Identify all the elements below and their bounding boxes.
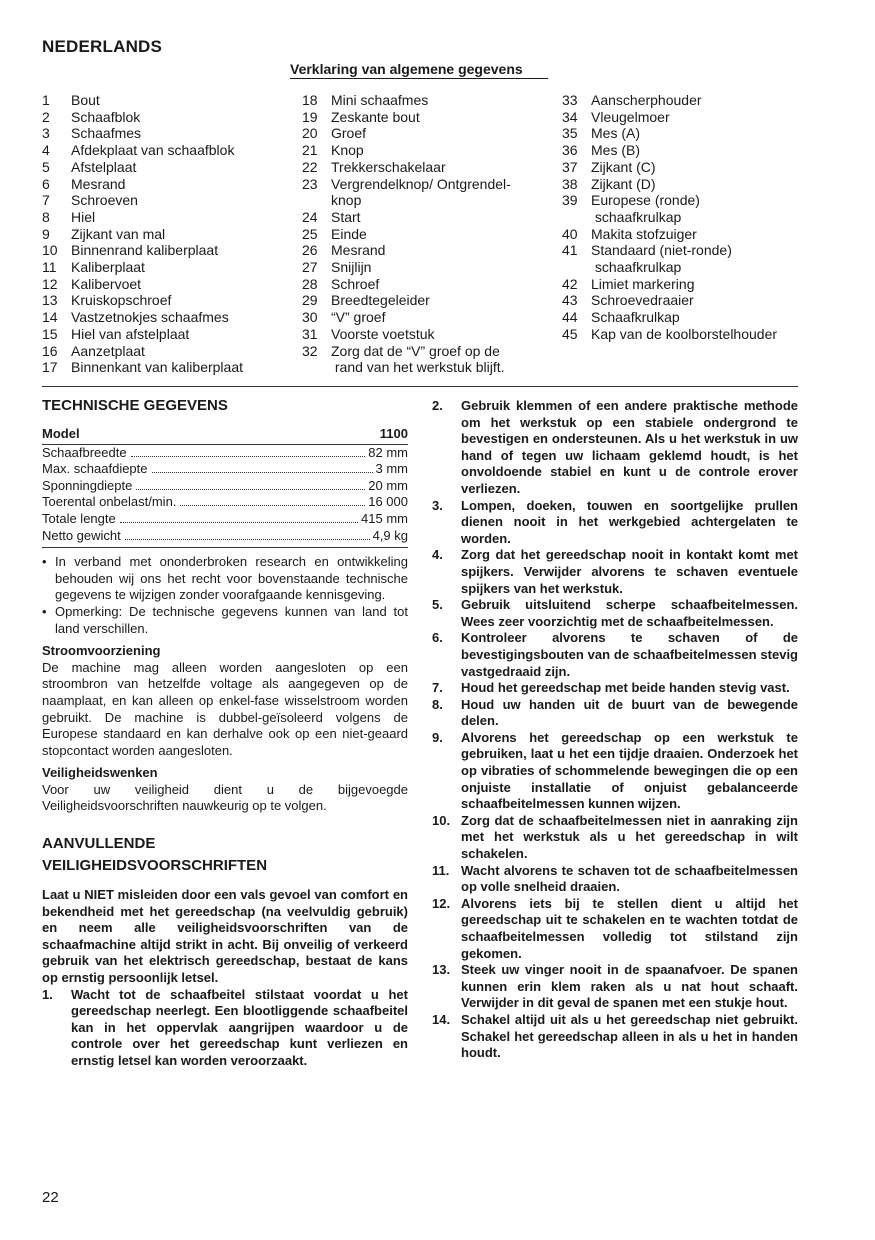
legend-item — [42, 209, 243, 226]
legend-item-number: 21 — [302, 142, 318, 159]
safety-item-text: Wacht alvorens te schaven tot de schaafbeitelmessen op volle snelheid draaien. — [461, 862, 798, 895]
legend-item-label: Kaliberplaat — [71, 259, 145, 276]
legend-item-label: Vergrendelknop/ Ontgrendel- — [331, 175, 511, 192]
legend-item-number: 36 — [562, 142, 578, 159]
spec-label: Max. schaafdiepte — [42, 461, 148, 477]
safety-item — [432, 730, 798, 813]
legend-item-label: Europese (ronde) — [591, 192, 700, 209]
legend-item-number: 32 — [302, 342, 318, 359]
legend-item — [42, 125, 243, 142]
safety-item — [432, 547, 798, 597]
legend-item-label: Aanzetplaat — [71, 342, 145, 359]
legend-item-label: Zorg dat de “V” groef op de — [331, 342, 500, 359]
safety-item — [432, 398, 798, 498]
safety-item-text: Gebruik klemmen of een andere praktische methode om het werkstuk op een stabiele ondergrond te bevestigen en ondersteunen. Als u het werkstuk in uw hand of tegen uw lichaam geklemd houdt, is het onvoldoende stabiel en kunt u de controle erover verliezen. — [461, 398, 798, 496]
spec-leader-dots — [131, 456, 366, 457]
language-heading: NEDERLANDS — [42, 37, 163, 56]
legend-item-label: Makita stofzuiger — [591, 225, 697, 242]
legend-item-label: Schroeven — [71, 192, 138, 209]
legend-item — [562, 309, 777, 326]
extra-safety-title — [42, 833, 408, 877]
spec-leader-dots — [152, 472, 373, 473]
spec-footer-rule — [42, 547, 408, 548]
legend-item — [562, 109, 777, 126]
legend-item-number: 16 — [42, 342, 58, 359]
safety-item-number: 12. — [432, 895, 451, 911]
legend-item — [302, 209, 511, 226]
legend-item-number: 7 — [42, 192, 50, 209]
safety-item-text: Lompen, doeken, touwen en soortgelijke prullen dienen nooit in het werkgebied achtergelaten te worden. — [461, 497, 798, 546]
legend-item-label: Schroevedraaier — [591, 292, 694, 309]
legend-item-label: Kap van de koolborstelhouder — [591, 325, 778, 342]
safety-item-text: Houd uw handen uit de buurt van de bewegende delen. — [461, 696, 798, 729]
legend-item — [302, 276, 511, 293]
legend-item-number — [562, 259, 591, 276]
legend-item-label: Afstelplaat — [71, 158, 137, 175]
legend-item — [302, 359, 511, 376]
legend-item-label: rand van het werkstuk blijft. — [331, 359, 505, 376]
spec-value: 16 000 — [368, 494, 408, 510]
spec-model-row — [42, 426, 408, 443]
legend-item — [562, 92, 777, 109]
spec-label: Netto gewicht — [42, 527, 121, 543]
legend-item — [42, 309, 243, 326]
legend-item-label: Kruiskopschroef — [71, 292, 172, 309]
spec-row — [42, 494, 408, 511]
legend-item-label: Bout — [71, 92, 100, 108]
safety-item-number: 7. — [432, 680, 443, 696]
safety-item-text: Zorg dat het gereedschap nooit in kontakt komt met spijkers. Verwijder alvorens te schaven eventuele spijkers van het werkstuk. — [461, 547, 798, 596]
legend-item-number: 40 — [562, 225, 578, 242]
legend-item-number: 33 — [562, 92, 578, 108]
legend-item-number: 31 — [302, 325, 318, 342]
spec-row — [42, 511, 408, 528]
legend-item-label: Knop — [331, 142, 364, 159]
legend-item-label: Vastzetnokjes schaafmes — [71, 309, 229, 326]
legend-item-label: Binnenrand kaliberplaat — [71, 242, 219, 259]
safety-item — [432, 962, 798, 1012]
legend-item-number: 8 — [42, 208, 50, 225]
legend-item-label: knop — [331, 192, 362, 209]
left-column — [42, 396, 408, 1070]
legend-item-label: Schroef — [331, 275, 380, 292]
legend-item-label: schaafkrulkap — [591, 259, 682, 276]
safety-item — [42, 987, 408, 1070]
legend-item-number: 29 — [302, 292, 318, 309]
spec-row — [42, 528, 408, 545]
spec-label: Totale lengte — [42, 510, 116, 526]
legend-item — [42, 109, 243, 126]
right-column — [432, 398, 798, 1062]
legend-item-label: Start — [331, 208, 361, 225]
legend-item-number: 11 — [42, 259, 57, 276]
legend-item-label: Groef — [331, 125, 367, 142]
legend-item-label: Snijlijn — [331, 259, 372, 276]
legend-item — [562, 292, 777, 309]
spec-leader-dots — [125, 539, 370, 540]
safety-item — [432, 498, 798, 548]
legend-item-number: 18 — [302, 92, 318, 108]
legend-item — [562, 226, 777, 243]
legend-item-number: 24 — [302, 208, 318, 225]
legend-item-label: Breedtegeleider — [331, 292, 430, 309]
legend-item — [302, 176, 511, 193]
legend-item — [42, 192, 243, 209]
legend-item-number: 27 — [302, 259, 318, 276]
safety-list-right — [432, 398, 798, 1062]
legend-item-number: 34 — [562, 108, 578, 125]
legend-item-number: 3 — [42, 125, 50, 142]
legend-item-number: 2 — [42, 108, 50, 125]
safety-item-number: 8. — [432, 696, 443, 712]
safety-item-number: 10. — [432, 812, 451, 828]
bullet-mark: • — [42, 554, 47, 570]
page-number: 22 — [42, 1189, 59, 1206]
legend-item — [562, 176, 777, 193]
spec-notes — [42, 554, 408, 637]
spec-label: Toerental onbelast/min. — [42, 494, 177, 510]
legend-item-number: 10 — [42, 242, 58, 259]
extra-safety-intro: Laat u NIET misleiden door een vals gevoel van comfort en bekendheid met het gereedschap (na veelvuldig gebruik) en neem alle veiligheidsvoorschriften van de schaafmachine altijd strikt in acht. Bij onveilig of verkeerd gebruik van het elektrisch gereedschap, bestaat de kans op ernstig persoonlijk letsel. — [42, 887, 408, 986]
safety-item — [432, 863, 798, 896]
legend-item-number: 1 — [42, 92, 50, 108]
spec-row — [42, 445, 408, 462]
spec-row — [42, 478, 408, 495]
safety-item-text: Schakel altijd uit als u het gereedschap niet gebruikt. Schakel het gereedschap alleen in als u het in handen houdt. — [461, 1011, 798, 1061]
section-divider — [42, 386, 798, 387]
power-text: De machine mag alleen worden aangesloten op een stroombron van hetzelfde voltage als aangegeven op de naamplaat, en kan alleen op enkel-fase wisselstroom worden gebruikt. De machine is dubbel-geïsoleerd volgens de Europese standaard en kan derhalve ook op een niet-geaard stopcontact worden aangesloten. — [42, 659, 408, 758]
legend-column-1 — [42, 92, 243, 376]
legend-item-label: Mini schaafmes — [331, 92, 429, 108]
legend-item-number: 14 — [42, 309, 58, 326]
safety-item-number: 13. — [432, 962, 451, 978]
safety-item-number: 11. — [432, 862, 450, 878]
legend-item — [42, 343, 243, 360]
power-title: Stroomvoorziening — [42, 643, 161, 659]
legend-item-label: Aanscherphouder — [591, 92, 702, 108]
legend-item-label: Zeskante bout — [331, 108, 420, 125]
legend-column-3 — [562, 92, 777, 343]
spec-value: 4,9 kg — [372, 527, 408, 543]
legend-item-number: 37 — [562, 158, 578, 175]
legend-item-number: 5 — [42, 158, 50, 175]
legend-item — [562, 159, 777, 176]
safety-item-text: Alvorens het gereedschap op een werkstuk te gebruiken, laat u het een tijdje draaien. Onderzoek het op vibraties of schommelende bewegingen die op een onjuiste installatie of onjuist gebalanceerde schaafbeitelmessen kunnen wijzen. — [461, 729, 798, 812]
legend-item-label: Schaafmes — [71, 125, 142, 142]
safety-item-text: Wacht tot de schaafbeitel stilstaat voordat u het gereedschap neerlegt. Een blootliggende schaafbeitel kan in het oppervlak aangrijpen waardoor u de controle over het gereedschap kunt verliezen en ernstig letsel kan worden veroorzaakt. — [71, 986, 408, 1068]
legend-item — [302, 192, 511, 209]
spec-model-label: Model — [42, 426, 80, 441]
spec-note — [42, 554, 408, 604]
legend-item-number: 9 — [42, 225, 50, 242]
legend-item-label: Binnenkant van kaliberplaat — [71, 359, 244, 376]
safety-tips-text: Voor uw veiligheid dient u de bijgevoegde Veiligheidsvoorschriften nauwkeurig op te volgen. — [42, 781, 408, 814]
legend-item — [562, 142, 777, 159]
legend-item — [302, 109, 511, 126]
legend-item-number: 25 — [302, 225, 318, 242]
safety-item-number: 1. — [42, 986, 53, 1002]
legend-item-label: Schaafblok — [71, 108, 141, 125]
legend-item-label: Mesrand — [71, 175, 126, 192]
legend-item — [302, 159, 511, 176]
legend-item — [42, 159, 243, 176]
legend-item-label: Afdekplaat van schaafblok — [71, 142, 235, 159]
legend-item-label: Mesrand — [331, 242, 386, 259]
legend-item — [42, 92, 243, 109]
legend-column-2 — [302, 92, 511, 376]
legend-item-label: schaafkrulkap — [591, 208, 682, 225]
legend-item-number — [562, 209, 591, 226]
spec-leader-dots — [136, 489, 365, 490]
spec-note-text: In verband met ononderbroken research en ontwikkeling behouden wij ons het recht voor bovenstaande technische gegevens te wijzigen zonder voorafgaande kennisgeving. — [55, 554, 408, 603]
legend-item — [302, 142, 511, 159]
safety-item — [432, 813, 798, 863]
safety-item — [432, 680, 798, 697]
legend-item — [562, 326, 777, 343]
legend-item — [562, 242, 777, 259]
legend-item-number: 44 — [562, 309, 578, 326]
safety-item — [432, 597, 798, 630]
legend-item — [42, 176, 243, 193]
legend-item-number: 17 — [42, 359, 58, 376]
legend-item-label: Mes (A) — [591, 125, 640, 142]
safety-item — [432, 697, 798, 730]
legend-item-number: 13 — [42, 292, 58, 309]
legend-item-label: Kalibervoet — [71, 275, 142, 292]
legend-item-label: Standaard (niet-ronde) — [591, 242, 732, 259]
legend-item — [42, 326, 243, 343]
spec-label: Sponningdiepte — [42, 477, 133, 493]
legend-item — [42, 359, 243, 376]
safety-item-number: 3. — [432, 497, 443, 513]
legend-item — [302, 125, 511, 142]
safety-item-text: Alvorens iets bij te stellen dient u altijd het gereedschap uit te schakelen en te wachten totdat de schaafbeitelmessen volledig tot stilstand zijn gekomen. — [461, 895, 798, 961]
safety-item-text: Kontroleer alvorens te schaven of de bevestigingsbouten van de schaafbeitelmessen stevig vastgedraaid zijn. — [461, 630, 798, 679]
legend-item — [42, 142, 243, 159]
spec-leader-dots — [120, 522, 358, 523]
legend-item-number: 39 — [562, 192, 578, 209]
spec-note-text: Opmerking: De technische gegevens kunnen van land tot land verschillen. — [55, 603, 408, 636]
spec-label: Schaafbreedte — [42, 444, 127, 460]
legend-item-number: 43 — [562, 292, 578, 309]
legend-item-label: Limiet markering — [591, 275, 695, 292]
safety-list-left — [42, 987, 408, 1070]
safety-item-number: 5. — [432, 597, 443, 613]
spec-value: 415 mm — [361, 510, 408, 526]
safety-item-number: 9. — [432, 729, 443, 745]
safety-item-text: Steek uw vinger nooit in de spaanafvoer. De spanen kunnen erin klem raken als u nat hout schaaft. Verwijder in dit geval de spanen met een stukje hout. — [461, 962, 798, 1011]
safety-item — [432, 1012, 798, 1062]
safety-item-text: Zorg dat de schaafbeitelmessen niet in aanraking zijn met het werkstuk als u het gereedschap in wilt schakelen. — [461, 812, 798, 862]
legend-item — [302, 309, 511, 326]
legend-item-number: 30 — [302, 309, 318, 326]
extra-safety-title-line-2: VEILIGHEIDSVOORSCHRIFTEN — [42, 857, 268, 875]
legend-item-number: 12 — [42, 275, 58, 292]
legend-item-number: 15 — [42, 325, 58, 342]
spec-value: 20 mm — [368, 477, 408, 493]
legend-item-label: “V” groef — [331, 309, 386, 326]
legend-item-label: Zijkant (C) — [591, 158, 656, 175]
legend-item-number: 26 — [302, 242, 318, 259]
legend-item — [302, 92, 511, 109]
legend-item — [302, 343, 511, 360]
bullet-mark: • — [42, 603, 47, 619]
legend-item-number — [302, 192, 331, 209]
legend-item-number: 19 — [302, 108, 318, 125]
legend-item-label: Mes (B) — [591, 142, 640, 159]
legend-item-label: Schaafkrulkap — [591, 309, 680, 326]
safety-item-number: 6. — [432, 630, 443, 646]
legend-item-number: 4 — [42, 142, 50, 159]
legend-title: Verklaring van algemene gegevens — [290, 61, 523, 77]
spec-value: 82 mm — [368, 444, 408, 460]
spec-note — [42, 604, 408, 637]
spec-value: 3 mm — [375, 461, 408, 477]
legend-item — [42, 242, 243, 259]
spec-row — [42, 461, 408, 478]
legend-item-label: Zijkant (D) — [591, 175, 656, 192]
legend-item — [302, 259, 511, 276]
safety-item-text: Houd het gereedschap met beide handen stevig vast. — [461, 680, 790, 696]
legend-item — [302, 292, 511, 309]
legend-item-number: 28 — [302, 275, 318, 292]
legend-item — [42, 276, 243, 293]
safety-item — [432, 896, 798, 962]
legend-item-number: 42 — [562, 275, 578, 292]
legend-item-number: 38 — [562, 175, 578, 192]
legend-item — [42, 259, 243, 276]
legend-item-number — [302, 359, 331, 376]
spec-table — [42, 445, 408, 545]
legend-item-label: Trekkerschakelaar — [331, 158, 446, 175]
legend-item-number: 6 — [42, 175, 50, 192]
specs-title: TECHNISCHE GEGEVENS — [42, 397, 228, 414]
safety-item-number: 2. — [432, 398, 443, 413]
legend-item-label: Hiel van afstelplaat — [71, 325, 190, 342]
legend-item — [562, 276, 777, 293]
legend-item — [302, 242, 511, 259]
legend-item-label: Zijkant van mal — [71, 225, 166, 242]
legend-item-label: Einde — [331, 225, 367, 242]
spec-model-value: 1100 — [379, 426, 408, 441]
legend-item — [42, 292, 243, 309]
legend-title-underline — [290, 78, 548, 79]
legend-item-number: 45 — [562, 325, 578, 342]
safety-item-text: Gebruik uitsluitend scherpe schaafbeitelmessen. Wees zeer voorzichtig met de schaafbeitelmessen. — [461, 597, 798, 629]
legend-item-number: 20 — [302, 125, 318, 142]
legend-item-number: 41 — [562, 242, 578, 259]
legend-item — [42, 226, 243, 243]
legend-item — [562, 209, 777, 226]
safety-tips-title: Veiligheidswenken — [42, 765, 158, 781]
legend-item — [562, 192, 777, 209]
legend-item-label: Hiel — [71, 208, 96, 225]
legend-item — [302, 326, 511, 343]
safety-item — [432, 630, 798, 680]
legend-item-label: Vleugelmoer — [591, 108, 670, 125]
legend-item-number: 35 — [562, 125, 578, 142]
legend-item — [302, 226, 511, 243]
legend-item-label: Voorste voetstuk — [331, 325, 435, 342]
legend-item — [562, 259, 777, 276]
extra-safety-title-line-1: AANVULLENDE — [42, 835, 156, 853]
legend-item-number: 23 — [302, 175, 318, 192]
legend-item — [562, 125, 777, 142]
spec-leader-dots — [180, 505, 365, 506]
safety-item-number: 14. — [432, 1011, 451, 1027]
safety-item-number: 4. — [432, 547, 443, 563]
legend-item-number: 22 — [302, 158, 318, 175]
